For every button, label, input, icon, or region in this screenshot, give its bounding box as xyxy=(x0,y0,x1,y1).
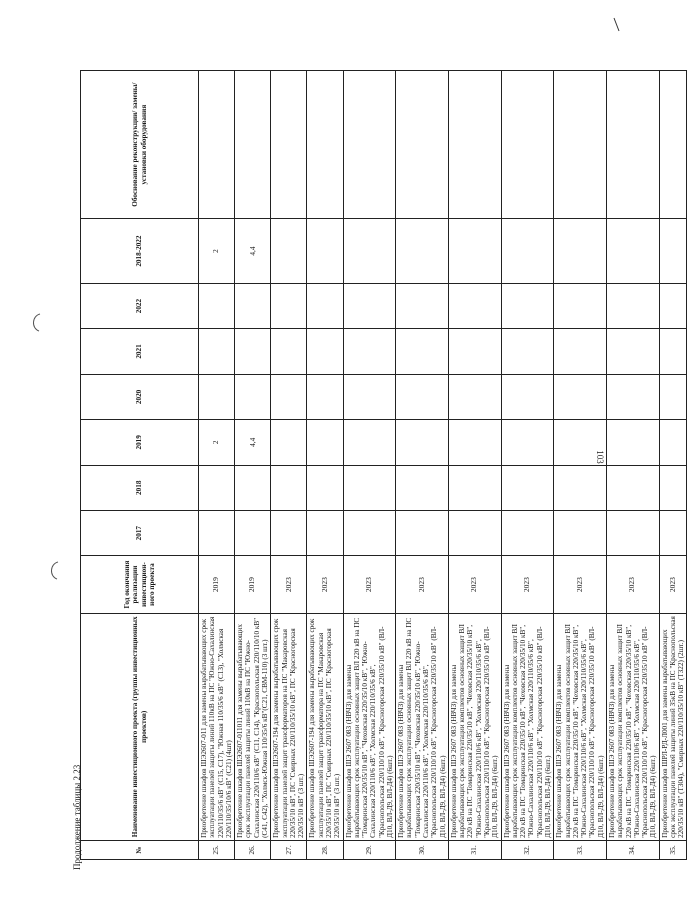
value-2017 xyxy=(396,510,449,555)
value-2020 xyxy=(448,374,501,419)
end-year: 2023 xyxy=(396,556,449,613)
project-name: Приобретение шкафов ШЭ 2607 083 (НВЧЗ) для замены вырабатывающих срок эксплуатации комплектов основных защит ВЛ 220 кВ на ПС "Томаринская 220/35/10 кВ", "Чеховская 220/35/10 кВ", "Южно-Сахалинская 220/110/6 кВ", "Холмская 220/110/35/6 кВ", "Краснопольская 220/110/10 кВ", "Красногорская 220/35/10 кВ" (ВЛ-Д10, ВЛ-Д9, ВЛ-Д4) (6шт.) xyxy=(448,613,501,840)
justification xyxy=(396,71,449,219)
value-2018 xyxy=(235,465,271,510)
value-2017 xyxy=(448,510,501,555)
value-2022 xyxy=(554,283,607,328)
end-year: 2023 xyxy=(501,556,554,613)
table-row xyxy=(448,71,501,860)
header-2019: 2019 xyxy=(81,420,199,465)
row-number: 25. xyxy=(199,840,235,859)
table-body xyxy=(199,71,687,860)
value-2018 xyxy=(343,465,396,510)
value-2018 xyxy=(271,465,307,510)
header-2022: 2022 xyxy=(81,283,199,328)
table-row xyxy=(343,71,396,860)
justification xyxy=(554,71,607,219)
value-total: 4,4 xyxy=(235,219,271,284)
value-2018 xyxy=(307,465,343,510)
value-2017 xyxy=(199,510,235,555)
value-2019 xyxy=(307,420,343,465)
value-2020 xyxy=(554,374,607,419)
value-total xyxy=(606,219,659,284)
end-year: 2023 xyxy=(271,556,307,613)
project-name: Приобретение шкафов ШЭ2607-011011 для замены вырабатывающих срок эксплуатации панелей защиты линий 110кВ на ПС "Южно-Сахалинская 220/110/6 кВ" (С11, С14), "Краснопольская 220/110/10 кВ" (С41, С42), "Холмск-Южная 110/35/6 кВ"(С21, СВМ-110) (3 шт.) xyxy=(235,613,271,840)
table-header-row xyxy=(81,71,199,860)
value-2017 xyxy=(659,510,687,555)
row-number: 27. xyxy=(271,840,307,859)
table-row xyxy=(396,71,449,860)
value-2019 xyxy=(554,420,607,465)
justification xyxy=(501,71,554,219)
header-2018-2022: 2018-2022 xyxy=(81,219,199,284)
value-2019 xyxy=(501,420,554,465)
value-2021 xyxy=(554,329,607,374)
value-2022 xyxy=(199,283,235,328)
header-justification: Обоснование реконструкции/ замены/ установки оборудования xyxy=(81,71,199,219)
project-name: Приобретение шкафов ШЭ 2607 083 (НВЧЗ) для замены вырабатывающих срок эксплуатации комплектов основных защит ВЛ 220 кВ на ПС "Томаринская 220/35/10 кВ", "Чеховская 220/35/10 кВ", "Южно-Сахалинская 220/110/6 кВ", "Холмская 220/110/35/6 кВ", "Краснопольская 220/110/10 кВ", "Красногорская 220/35/10 кВ" (ВЛ-Д10, ВЛ-Д9, ВЛ-Д4) (6шт.) xyxy=(554,613,607,840)
project-name: Приобретение шкафов ШЭ 2607 083 (НВЧЗ) для замены вырабатывающих срок эксплуатации комплектов основных защит ВЛ 220 кВ на ПС "Томаринская 220/35/10 кВ", "Чеховская 220/35/10 кВ", "Южно-Сахалинская 220/110/6 кВ", "Холмская 220/110/35/6 кВ", "Краснопольская 220/110/10 кВ", "Красногорская 220/35/10 кВ" (ВЛ-Д10, ВЛ-Д9, ВЛ-Д4) (6шт.) xyxy=(501,613,554,840)
rotated-table-area xyxy=(72,70,686,870)
row-number: 31. xyxy=(448,840,501,859)
project-name: Приобретение шкафов ШЭ 2607 083 (НВЧЗ) для замены вырабатывающих срок эксплуатации комплектов основных защит ВЛ 220 кВ на ПС "Томаринская 220/35/10 кВ", "Чеховская 220/35/10 кВ", "Южно-Сахалинская 220/110/6 кВ", "Холмская 220/110/35/6 кВ", "Краснопольская 220/110/10 кВ", "Красногорская 220/35/10 кВ" (ВЛ-Д10, ВЛ-Д9, ВЛ-Д4) (6шт.) xyxy=(606,613,659,840)
value-2019 xyxy=(448,420,501,465)
justification xyxy=(606,71,659,219)
scan-mark-top-right xyxy=(612,16,622,34)
value-2021 xyxy=(271,329,307,374)
value-2019: 4,4 xyxy=(235,420,271,465)
value-2020 xyxy=(307,374,343,419)
project-name: Приобретение шкафов ШЭ 2607 083 (НВЧЗ) для замены вырабатывающих срок эксплуатации основных защит ВЛ 220 кВ на ПС "Томаринская 220/35/10 кВ", "Чеховская 220/35/10 кВ", "Южно-Сахалинская 220/110/6 кВ", "Холмская 220/110/35/6 кВ", "Краснопольская 220/110/10 кВ", "Красногорская 220/35/10 кВ" (ВЛ-Д10, ВЛ-Д9, ВЛ-Д4) (6шт.) xyxy=(396,613,449,840)
value-2020 xyxy=(343,374,396,419)
value-2018 xyxy=(501,465,554,510)
value-2019 xyxy=(606,420,659,465)
table-row xyxy=(307,71,343,860)
table-row xyxy=(606,71,659,860)
header-number: № xyxy=(81,840,199,859)
value-2018 xyxy=(199,465,235,510)
header-end-year: Год окончания реализации инвестицион-ного проекта xyxy=(81,556,199,613)
value-2019 xyxy=(659,420,687,465)
justification xyxy=(448,71,501,219)
value-2018 xyxy=(659,465,687,510)
value-total xyxy=(659,219,687,284)
value-total xyxy=(501,219,554,284)
table-row xyxy=(659,71,687,860)
value-2019 xyxy=(396,420,449,465)
header-project-name: Наименование инвестиционного проекта (группы инвестиционных проектов) xyxy=(81,613,199,840)
value-2018 xyxy=(554,465,607,510)
table-row xyxy=(199,71,235,860)
header-2017: 2017 xyxy=(81,510,199,555)
value-2022 xyxy=(606,283,659,328)
value-2020 xyxy=(235,374,271,419)
table-row xyxy=(501,71,554,860)
project-name: Приобретение шкафов ШЭ2607-194 для замены вырабатывающих срок эксплуатации панелей защит трансформатора на ПС "Макаровская 220/35/10 кВ", ПС "Смирных 220/110/35/10 кВ", ПС "Красногорская 220/35/10 кВ" (3 шт.) xyxy=(307,613,343,840)
value-total xyxy=(343,219,396,284)
value-total: 2 xyxy=(199,219,235,284)
header-2021: 2021 xyxy=(81,329,199,374)
row-number: 30. xyxy=(396,840,449,859)
value-2021 xyxy=(501,329,554,374)
table-row xyxy=(554,71,607,860)
value-total xyxy=(307,219,343,284)
project-name: Приобретение шкафов ШРЛ-РД-Л001 для замены вырабатывающих срок эксплуатации панелей защиты линий 35кВ на ПС "Краснопольская 220/35/10 кВ" (Т304), "Смирных 220/110/35/10 кВ" (Т322) (2шт.) xyxy=(659,613,687,840)
end-year: 2019 xyxy=(235,556,271,613)
value-2022 xyxy=(659,283,687,328)
header-2020: 2020 xyxy=(81,374,199,419)
end-year: 2019 xyxy=(199,556,235,613)
value-2018 xyxy=(396,465,449,510)
value-2020 xyxy=(501,374,554,419)
row-number: 33. xyxy=(554,840,607,859)
value-2019 xyxy=(343,420,396,465)
justification xyxy=(659,71,687,219)
table-caption: Продолжение таблицы 2.23 xyxy=(72,764,82,870)
value-2018 xyxy=(448,465,501,510)
value-total xyxy=(448,219,501,284)
binding-hole-mark-top xyxy=(28,312,42,334)
row-number: 35. xyxy=(659,840,687,859)
project-name: Приобретение шкафов ШЭ 2607 083 (НВЧЗ) для замены вырабатывающих срок эксплуатации основных защит ВЛ 220 кВ на ПС "Томаринская 220/35/10 кВ", "Чеховская 220/35/10 кВ", "Южно-Сахалинская 220/110/6 кВ", "Холмская 220/110/35/6 кВ", "Краснопольская 220/110/10 кВ", "Красногорская 220/35/10 кВ" (ВЛ-Д10, ВЛ-Д9, ВЛ-Д4) (6шт.) xyxy=(343,613,396,840)
justification xyxy=(343,71,396,219)
value-2018 xyxy=(606,465,659,510)
value-2020 xyxy=(396,374,449,419)
value-total xyxy=(396,219,449,284)
justification xyxy=(235,71,271,219)
value-total xyxy=(271,219,307,284)
value-2021 xyxy=(396,329,449,374)
end-year: 2023 xyxy=(343,556,396,613)
project-name: Приобретение шкафов ШЭ2607-011 для замены вырабатывающих срок эксплуатации панелей защиты линий 110кВ на ПС "Южно-Сахалинская 220/110/35/6 кВ" (С15, С17), "Южная 110/35/6 кВ" (С13), "Холмская 220/110/35/10/6 кВ" (С21) (4шт) xyxy=(199,613,235,840)
value-2017 xyxy=(235,510,271,555)
row-number: 34. xyxy=(606,840,659,859)
row-number: 29. xyxy=(343,840,396,859)
value-2021 xyxy=(199,329,235,374)
value-2022 xyxy=(448,283,501,328)
page-number: 103 xyxy=(594,450,605,464)
value-2021 xyxy=(659,329,687,374)
end-year: 2023 xyxy=(554,556,607,613)
value-2017 xyxy=(501,510,554,555)
value-2020 xyxy=(659,374,687,419)
value-2021 xyxy=(235,329,271,374)
value-2017 xyxy=(554,510,607,555)
value-2020 xyxy=(271,374,307,419)
end-year: 2023 xyxy=(307,556,343,613)
justification xyxy=(199,71,235,219)
end-year: 2023 xyxy=(448,556,501,613)
value-2019 xyxy=(271,420,307,465)
value-2021 xyxy=(307,329,343,374)
value-2017 xyxy=(606,510,659,555)
value-2021 xyxy=(448,329,501,374)
table-row xyxy=(271,71,307,860)
binding-hole-mark-bottom xyxy=(46,560,60,582)
value-2022 xyxy=(396,283,449,328)
row-number: 28. xyxy=(307,840,343,859)
value-2021 xyxy=(343,329,396,374)
row-number: 32. xyxy=(501,840,554,859)
header-2018: 2018 xyxy=(81,465,199,510)
value-2017 xyxy=(307,510,343,555)
value-2017 xyxy=(271,510,307,555)
value-2020 xyxy=(606,374,659,419)
investment-table xyxy=(80,70,687,860)
value-2019: 2 xyxy=(199,420,235,465)
value-total xyxy=(554,219,607,284)
value-2021 xyxy=(606,329,659,374)
value-2017 xyxy=(343,510,396,555)
row-number: 26. xyxy=(235,840,271,859)
value-2022 xyxy=(501,283,554,328)
value-2022 xyxy=(271,283,307,328)
end-year: 2023 xyxy=(659,556,687,613)
value-2020 xyxy=(199,374,235,419)
value-2022 xyxy=(235,283,271,328)
justification xyxy=(271,71,307,219)
value-2022 xyxy=(343,283,396,328)
value-2022 xyxy=(307,283,343,328)
end-year: 2023 xyxy=(606,556,659,613)
project-name: Приобретение шкафов ШЭ2607-194 для замены вырабатывающих срок эксплуатации панелей защит трансформаторов на ПС "Макаровская 220/35/10 кВ", ПС "Смирных 220/110/35/10 кВ", ПС "Красногорская 220/35/10 кВ" (3 шт.) xyxy=(271,613,307,840)
justification xyxy=(307,71,343,219)
table-row xyxy=(235,71,271,860)
